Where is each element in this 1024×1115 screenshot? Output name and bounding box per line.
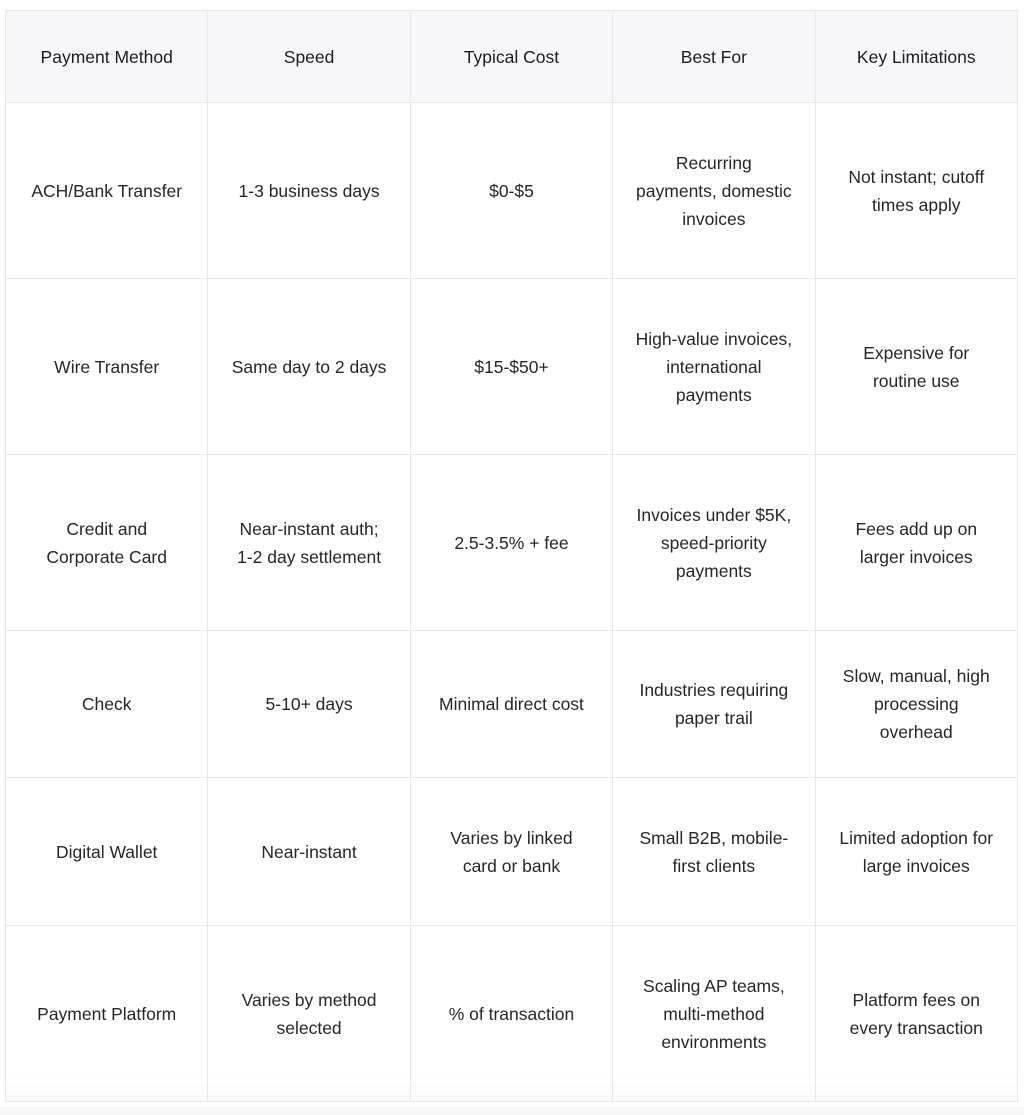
cell-speed: Varies by method selected: [208, 926, 410, 1102]
table-row-card: [6, 455, 1018, 631]
cell-speed: Same day to 2 days: [208, 279, 410, 455]
header-speed: Speed: [208, 11, 410, 103]
header-typical-cost: Typical Cost: [410, 11, 612, 103]
cell-typical-cost: % of transaction: [410, 926, 612, 1102]
cell-payment-method: Payment Platform: [6, 926, 208, 1102]
cell-typical-cost: 2.5-3.5% + fee: [410, 455, 612, 631]
cell-typical-cost: $0-$5: [410, 103, 612, 279]
header-key-limitations: Key Limitations: [815, 11, 1017, 103]
header-payment-method: Payment Method: [6, 11, 208, 103]
cell-speed: Near-instant: [208, 778, 410, 926]
header-best-for: Best For: [613, 11, 815, 103]
cell-payment-method: Wire Transfer: [6, 279, 208, 455]
cell-typical-cost: Varies by linked card or bank: [410, 778, 612, 926]
cell-key-limitations: Not instant; cutoff times apply: [815, 103, 1017, 279]
cell-best-for: High-value invoices, international payments: [613, 279, 815, 455]
table-row-payment-platform: [6, 926, 1018, 1102]
table-row-digital-wallet: [6, 778, 1018, 926]
cell-payment-method: Credit and Corporate Card: [6, 455, 208, 631]
cell-key-limitations: Expensive for routine use: [815, 279, 1017, 455]
cell-best-for: Small B2B, mobile-first clients: [613, 778, 815, 926]
table-header-row: [6, 11, 1018, 103]
cell-payment-method: Check: [6, 631, 208, 778]
cell-best-for: Scaling AP teams, multi-method environments: [613, 926, 815, 1102]
cell-best-for: Recurring payments, domestic invoices: [613, 103, 815, 279]
table-row-ach: [6, 103, 1018, 279]
cell-payment-method: ACH/Bank Transfer: [6, 103, 208, 279]
page-bottom-background: [0, 1107, 1024, 1115]
cell-payment-method: Digital Wallet: [6, 778, 208, 926]
cell-best-for: Invoices under $5K, speed-priority payments: [613, 455, 815, 631]
cell-speed: 5-10+ days: [208, 631, 410, 778]
cell-typical-cost: Minimal direct cost: [410, 631, 612, 778]
cell-key-limitations: Platform fees on every transaction: [815, 926, 1017, 1102]
cell-key-limitations: Fees add up on larger invoices: [815, 455, 1017, 631]
cell-best-for: Industries requiring paper trail: [613, 631, 815, 778]
table-row-wire: [6, 279, 1018, 455]
cell-key-limitations: Limited adoption for large invoices: [815, 778, 1017, 926]
cell-typical-cost: $15-$50+: [410, 279, 612, 455]
cell-key-limitations: Slow, manual, high processing overhead: [815, 631, 1017, 778]
cell-speed: Near-instant auth; 1-2 day settlement: [208, 455, 410, 631]
payment-methods-comparison-table: [5, 10, 1018, 1102]
cell-speed: 1-3 business days: [208, 103, 410, 279]
table-row-check: [6, 631, 1018, 778]
